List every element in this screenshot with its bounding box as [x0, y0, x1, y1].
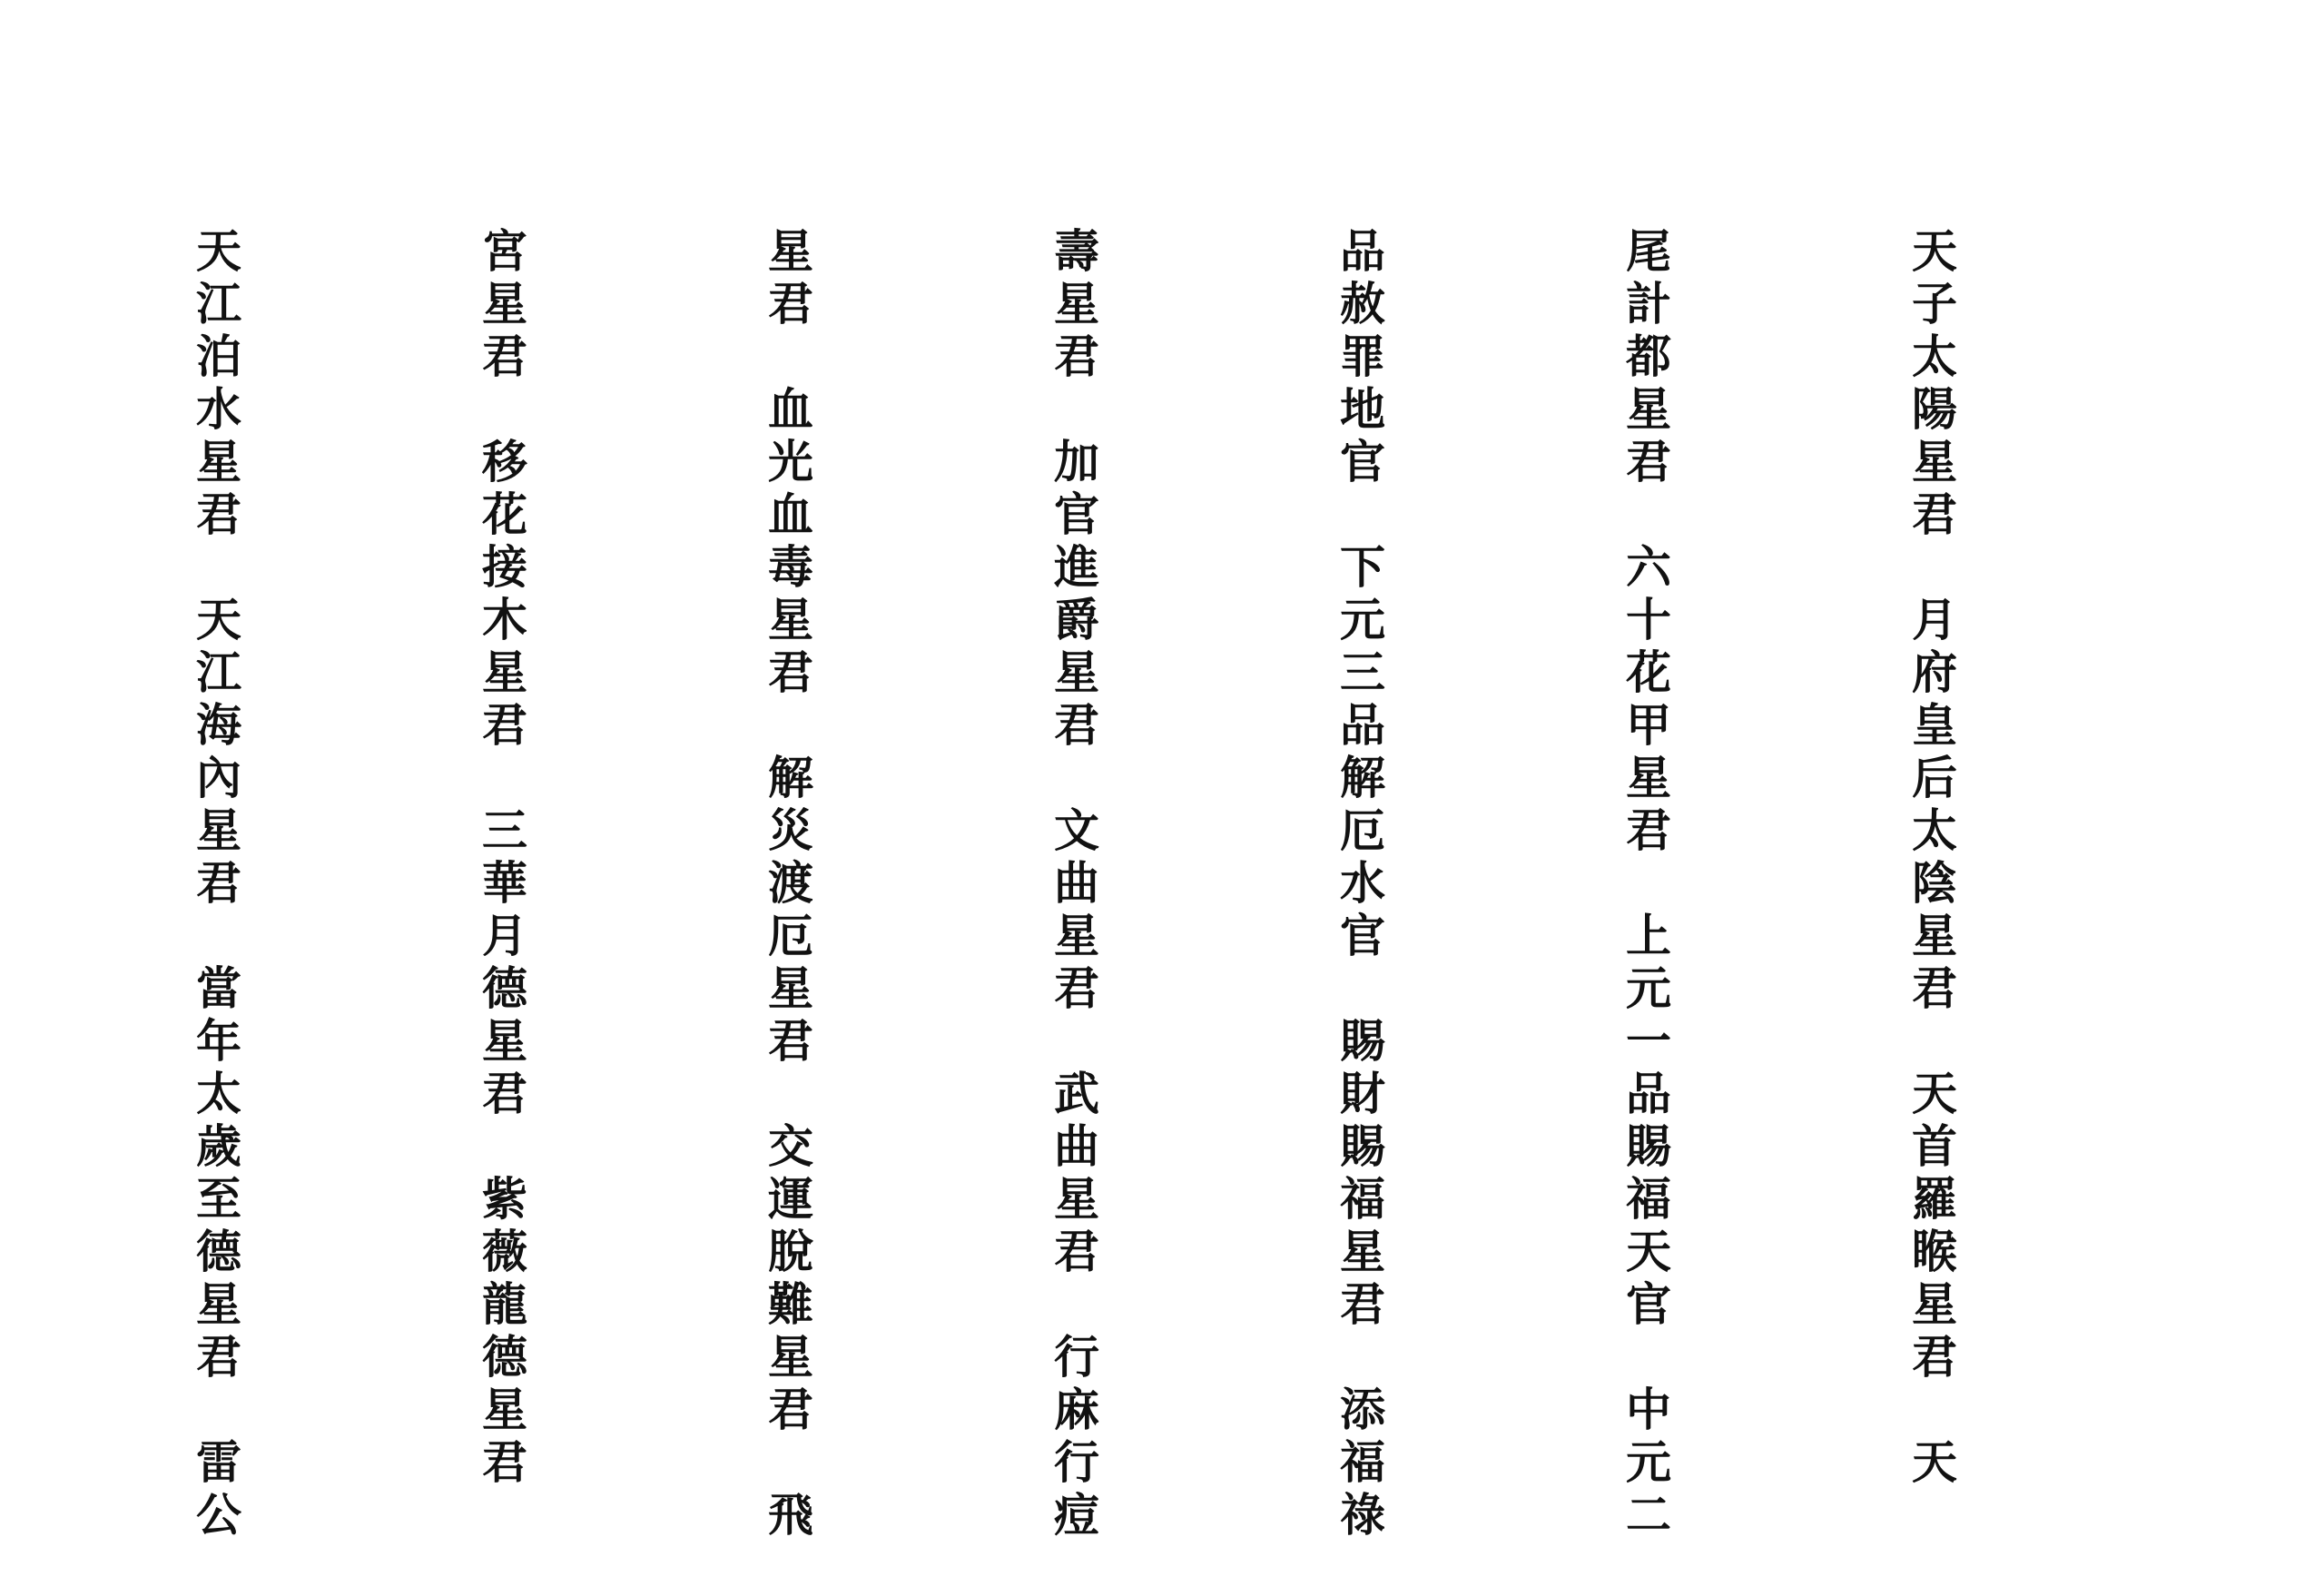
- text-column-5: 星君 血光血毒星君 解災渡厄星君 交運脫難星君 飛: [761, 227, 814, 1543]
- vertical-text-block: [189, 227, 2170, 1543]
- text-column-6: 宮星君 移花接木星君 三華月德星君 紫薇龍德星君: [475, 227, 528, 1491]
- text-column-7: 天江泊水星君 天江海內星君 當年太歲至德星君 雷公: [189, 227, 242, 1543]
- text-column-2: 尾計都星君 六十花甲星君 上元一品賜福天官 中元二: [1619, 227, 1672, 1543]
- text-column-3: 品赦罪地官 下元三品解厄水官 賜財賜福星君 添福祿: [1333, 227, 1386, 1543]
- text-column-4: 壽星君 加官進爵星君 文曲星君 武曲星君 行麻行痘: [1047, 227, 1100, 1543]
- text-column-1: 天子太陽星君 月府皇后太陰星君 天首羅睺星君 天: [1905, 227, 1958, 1491]
